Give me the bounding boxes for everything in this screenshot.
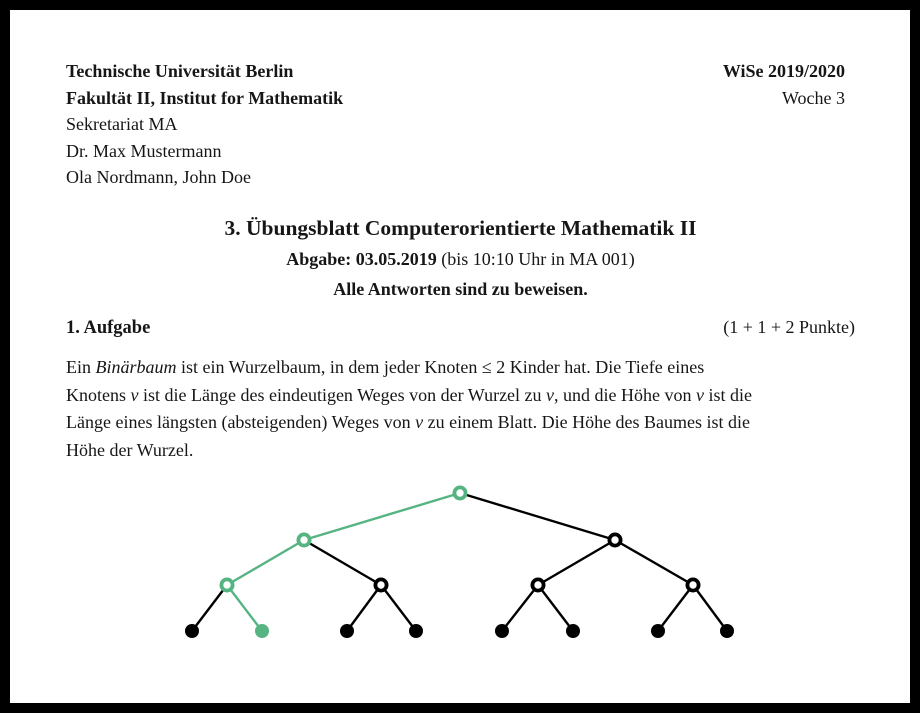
deadline-date: Abgabe: 03.05.2019 bbox=[286, 249, 437, 269]
header-left-line-2: Sekretariat MA bbox=[66, 114, 178, 134]
proof-note: Alle Antworten sind zu beweisen. bbox=[333, 279, 588, 299]
paragraph-line-4 bbox=[66, 437, 752, 465]
text-segment: zu einem Blatt. Die Höhe des Baumes ist die bbox=[423, 412, 751, 432]
header-semester-block bbox=[723, 58, 845, 111]
header-left-line-3: Dr. Max Mustermann bbox=[66, 140, 222, 161]
text-segment: Ein bbox=[66, 357, 96, 377]
header-institution-block bbox=[66, 58, 343, 191]
math-term: Binärbaum bbox=[95, 357, 177, 377]
paragraph-line-2 bbox=[66, 382, 752, 410]
text-segment: Länge eines längsten (absteigenden) Weges von bbox=[66, 412, 416, 432]
paragraph-line-1 bbox=[66, 354, 752, 382]
document-page bbox=[10, 10, 910, 703]
math-term: v bbox=[696, 384, 705, 405]
header-left-line-1: Fakultät II, Institut for Mathematik bbox=[66, 87, 344, 108]
math-term: v bbox=[546, 384, 555, 405]
header-right-line-0: WiSe 2019/2020 bbox=[722, 61, 845, 81]
math-term: v bbox=[130, 384, 139, 405]
sheet-title: 3. Übungsblatt Computerorientierte Mathematik II bbox=[224, 216, 697, 240]
math-term: v bbox=[415, 412, 424, 432]
task-paragraph bbox=[66, 354, 752, 464]
task-header-row bbox=[66, 317, 855, 339]
paragraph-line-3 bbox=[66, 409, 752, 437]
header-right-line-1: Woche 3 bbox=[781, 87, 845, 108]
header-left-line-4: Ola Nordmann, John Doe bbox=[66, 167, 251, 187]
deadline-line bbox=[66, 249, 855, 270]
task-points: (1 + 1 + 2 Punkte) bbox=[723, 317, 855, 337]
deadline-details: (bis 10:10 Uhr in MA 001) bbox=[436, 249, 635, 269]
text-segment: ist ein Wurzelbaum, in dem jeder Knoten ≤ 2 Kinder hat. Die Tiefe eines bbox=[176, 357, 705, 377]
header-left-line-0: Technische Universität Berlin bbox=[66, 61, 294, 81]
text-segment: Höhe der Wurzel. bbox=[66, 439, 194, 460]
text-segment: Knotens bbox=[66, 384, 131, 405]
task-heading: 1. Aufgabe bbox=[66, 318, 151, 338]
text-segment: , und die Höhe von bbox=[554, 384, 697, 405]
text-segment: ist die Länge des eindeutigen Weges von der Wurzel zu bbox=[138, 384, 547, 405]
text-segment: ist die bbox=[704, 384, 753, 405]
